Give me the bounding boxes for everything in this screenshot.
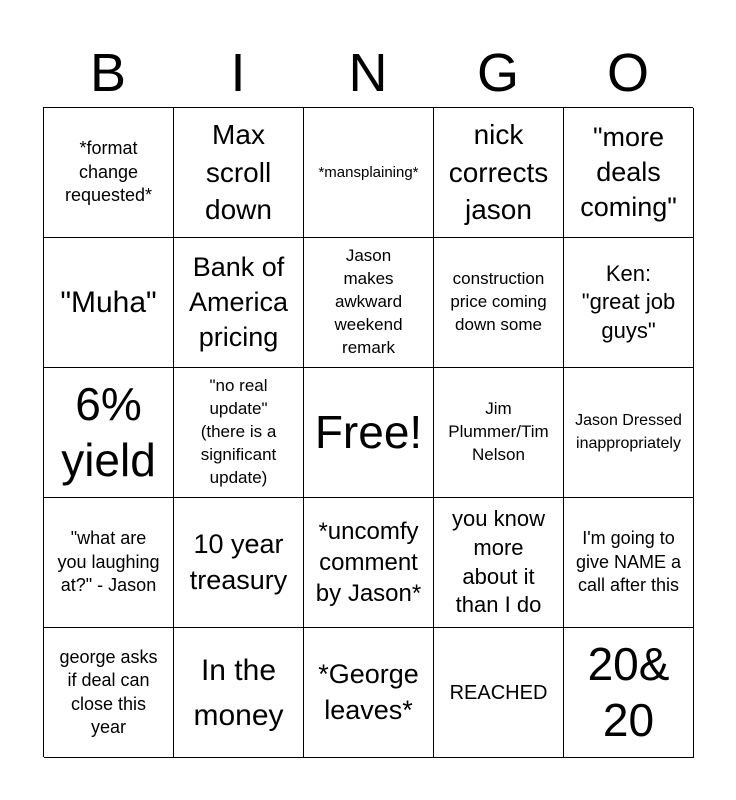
cell-label: 6% yield xyxy=(61,378,156,486)
header-letter-g: G xyxy=(476,43,519,103)
cell-label: *format change requested* xyxy=(64,138,153,206)
cell-label: "what are you laughing at?" - Jason xyxy=(57,528,160,596)
cell-label: REACHED xyxy=(449,681,548,704)
cell-label: *mansplaining* xyxy=(318,163,419,181)
cell-label: construction price coming down some xyxy=(450,269,547,334)
bingo-cell[interactable] xyxy=(304,238,434,368)
bingo-cell[interactable] xyxy=(44,628,174,758)
cell-label: Jim Plummer/Tim Nelson xyxy=(448,399,549,464)
bingo-card-grid xyxy=(43,107,693,757)
cell-label: "Muha" xyxy=(60,286,157,319)
bingo-cell[interactable] xyxy=(434,108,564,238)
cell-label: In the money xyxy=(193,653,284,732)
bingo-cell[interactable] xyxy=(174,498,304,628)
cell-label: Max scroll down xyxy=(205,118,272,226)
bingo-cell[interactable] xyxy=(174,368,304,498)
bingo-cell[interactable] xyxy=(564,238,694,368)
header-letter-o: O xyxy=(606,43,649,103)
header-letter-b: B xyxy=(89,43,127,103)
cell-label: "more deals coming" xyxy=(580,121,677,223)
bingo-cell[interactable] xyxy=(174,108,304,238)
bingo-cell[interactable] xyxy=(174,238,304,368)
cell-label: george asks if deal can close this year xyxy=(59,646,158,737)
free-space-cell[interactable] xyxy=(304,368,434,498)
bingo-cell[interactable] xyxy=(304,498,434,628)
bingo-cell[interactable] xyxy=(564,108,694,238)
cell-label: nick corrects jason xyxy=(448,118,549,226)
bingo-cell[interactable] xyxy=(174,628,304,758)
bingo-cell[interactable] xyxy=(304,628,434,758)
bingo-cell[interactable] xyxy=(44,238,174,368)
bingo-cell[interactable] xyxy=(564,498,694,628)
cell-label: "no real update" (there is a significant update) xyxy=(200,376,277,487)
bingo-cell[interactable] xyxy=(434,628,564,758)
bingo-cell[interactable] xyxy=(44,368,174,498)
free-space-label: Free! xyxy=(314,405,423,458)
cell-label: Jason makes awkward weekend remark xyxy=(334,246,403,357)
cell-label: *uncomfy comment by Jason* xyxy=(315,517,422,608)
bingo-cell[interactable] xyxy=(44,498,174,628)
bingo-cell[interactable] xyxy=(304,108,434,238)
bingo-cell[interactable] xyxy=(564,368,694,498)
cell-label: you know more about it than I do xyxy=(452,506,545,618)
cell-label: Ken: "great job guys" xyxy=(581,260,676,343)
bingo-cell[interactable] xyxy=(44,108,174,238)
cell-label: Jason Dressed inappropriately xyxy=(575,412,682,452)
cell-label: *George leaves* xyxy=(318,659,419,725)
bingo-header xyxy=(43,40,693,106)
header-letter-n: N xyxy=(348,43,388,103)
bingo-cell[interactable] xyxy=(434,498,564,628)
cell-label: 10 year treasury xyxy=(189,529,288,595)
bingo-cell[interactable] xyxy=(434,368,564,498)
cell-label: 20& 20 xyxy=(587,638,670,746)
bingo-cell[interactable] xyxy=(564,628,694,758)
cell-label: Bank of America pricing xyxy=(188,251,289,353)
header-letter-i: I xyxy=(230,43,246,103)
bingo-cell[interactable] xyxy=(434,238,564,368)
cell-label: I'm going to give NAME a call after this xyxy=(575,528,682,596)
